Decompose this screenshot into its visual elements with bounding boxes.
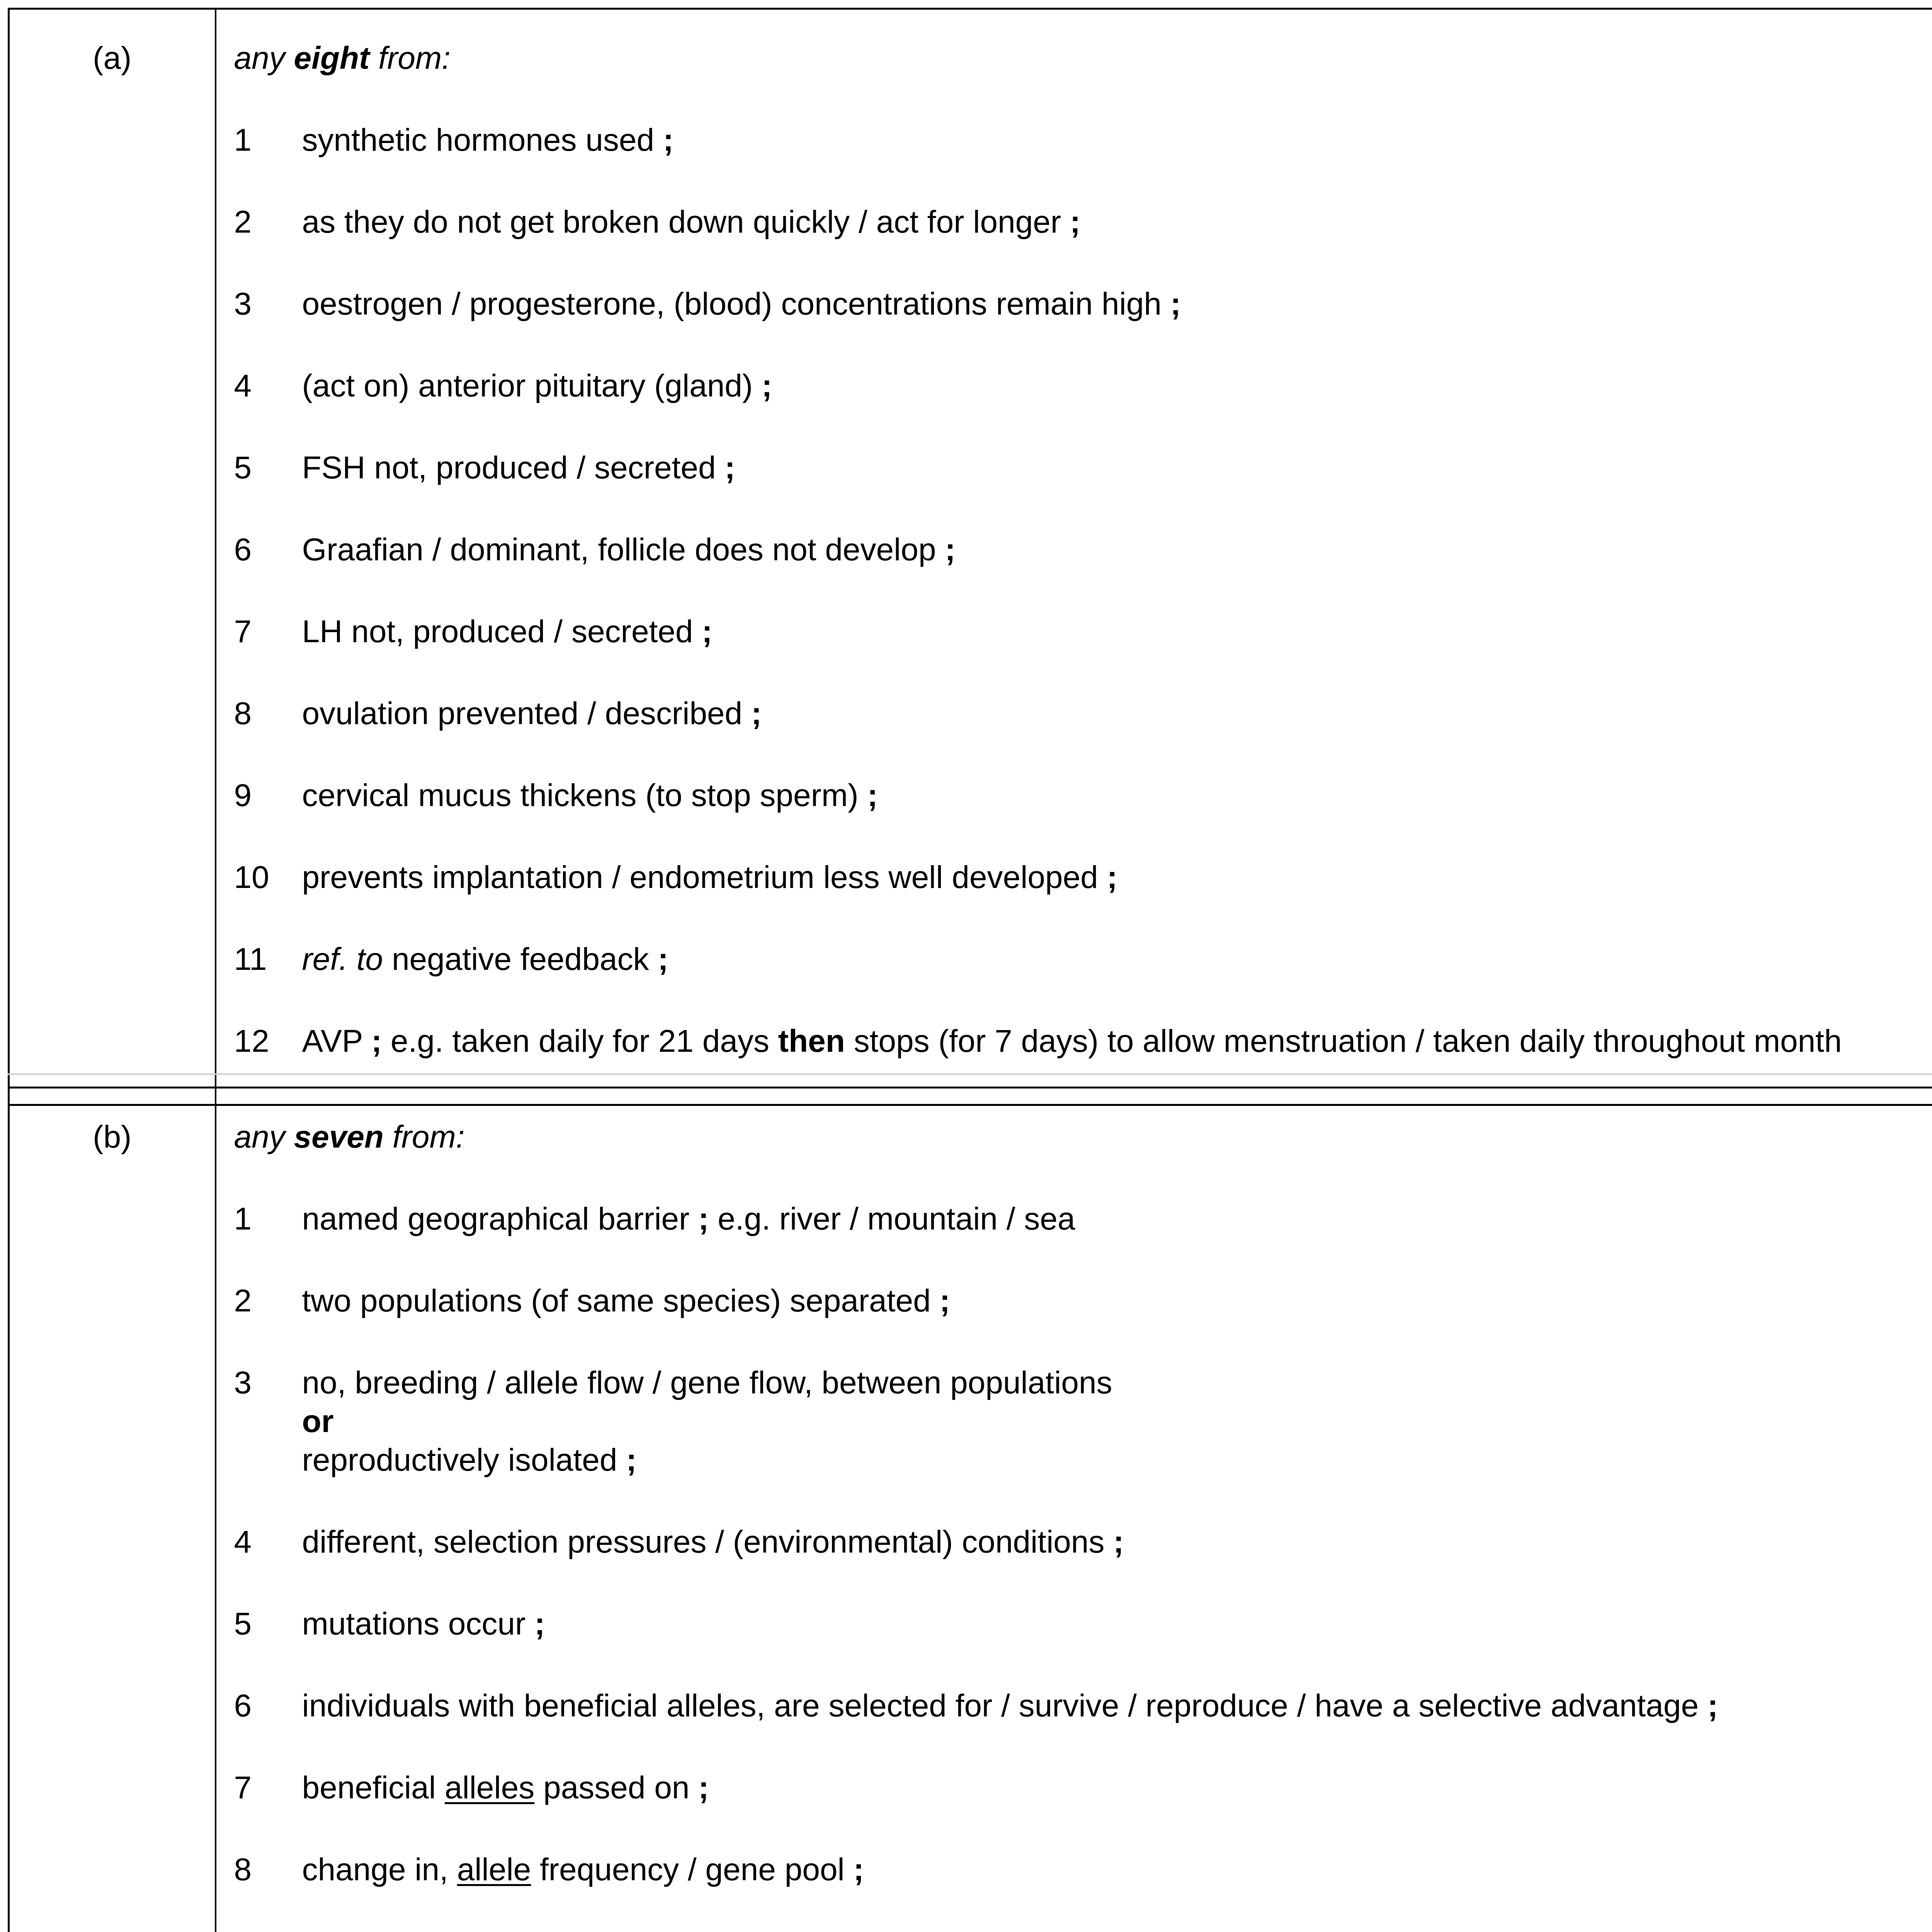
intro-b: any seven from: [234,1119,465,1155]
marking-point-b3: 3 no, breeding / allele flow / gene flow, between populations or reproductively isolated ; [234,1365,1112,1478]
marking-point-b6: 6 individuals with beneficial alleles, are selected for / survive / reproduce / have a selective advantage ; [234,1688,1718,1723]
marking-point-a8: 8 ovulation prevented / described ; [234,696,762,731]
marking-point-a12: 12 AVP ; e.g. taken daily for 21 days then stops (for 7 days) to allow menstruation / taken daily throughout month [234,1024,1842,1059]
marking-point-b2: 2 two populations (of same species) separated ; [234,1283,950,1318]
marking-point-a7: 7 LH not, produced / secreted ; [234,614,713,649]
answer-cell-b [216,1088,1932,1932]
part-cell-a [9,9,216,1105]
marking-point-b4: 4 different, selection pressures / (environmental) conditions ; [234,1524,1124,1560]
marking-point-b1: 1 named geographical barrier ; e.g. river / mountain / sea [234,1201,1075,1236]
marking-point-a2: 2 as they do not get broken down quickly / act for longer ; [234,204,1081,240]
mark-scheme-table-b [8,1087,1932,1932]
marking-point-a10: 10 prevents implantation / endometrium less well developed ; [234,860,1117,895]
marking-point-a9: 9 cervical mucus thickens (to stop sperm) ; [234,778,878,813]
marking-point-a11: 11 ref. to negative feedback ; [234,942,668,977]
table-separator [8,1073,1932,1087]
marking-point-a1: 1 synthetic hormones used ; [234,122,674,158]
marking-point-b8: 8 change in, allele frequency / gene pool ; [234,1852,864,1887]
part-label-a: (a) [93,41,132,76]
marking-point-b7: 7 beneficial alleles passed on ; [234,1770,709,1805]
marking-point-a5: 5 FSH not, produced / secreted ; [234,450,735,485]
marking-point-a6: 6 Graafian / dominant, follicle does not develop ; [234,532,956,567]
marking-point-b5: 5 mutations occur ; [234,1606,545,1641]
part-cell-b [9,1088,216,1932]
mark-scheme-table-a [8,8,1932,1106]
marking-point-a3: 3 oestrogen / progesterone, (blood) concentrations remain high ; [234,286,1181,321]
answer-cell-a [216,9,1932,1105]
marking-point-a4: 4 (act on) anterior pituitary (gland) ; [234,368,772,403]
part-label-b: (b) [93,1119,132,1155]
intro-a: any eight from: [234,41,451,76]
